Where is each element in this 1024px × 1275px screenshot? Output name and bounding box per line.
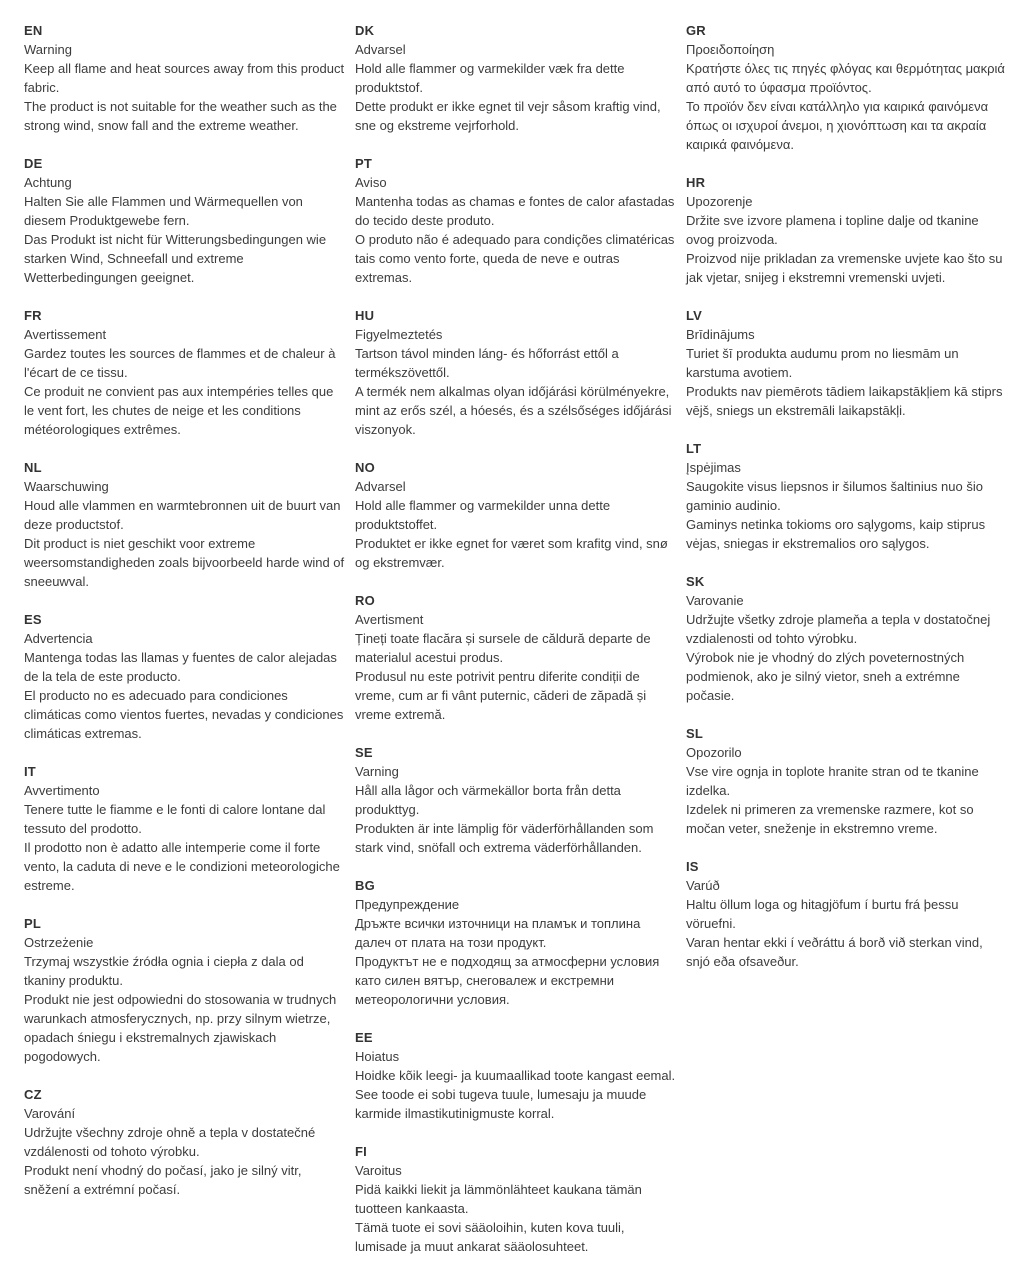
warning-paragraph: Il prodotto non è adatto alle intemperie come il forte vento, la caduta di neve e le condizioni meteorologiche estreme. — [24, 840, 340, 893]
language-section-fi — [355, 1142, 677, 1256]
language-code-heading: FR — [24, 308, 42, 323]
warning-paragraph: The product is not suitable for the weather such as the strong wind, snow fall and the extreme weather. — [24, 99, 337, 133]
warning-title: Advarsel — [355, 42, 406, 57]
language-code-heading: SL — [686, 726, 704, 741]
language-code-heading: NL — [24, 460, 42, 475]
warning-title: Figyelmeztetés — [355, 327, 443, 342]
language-code-heading: NO — [355, 460, 375, 475]
language-code-heading: DK — [355, 23, 375, 38]
warning-paragraph: Izdelek ni primeren za vremenske razmere, kot so močan veter, sneženje in ekstremno vreme. — [686, 802, 974, 836]
language-section-ee — [355, 1028, 677, 1123]
warning-title: Aviso — [355, 175, 387, 190]
language-section-pl — [24, 914, 346, 1066]
language-code-heading: FI — [355, 1144, 367, 1159]
language-section-se — [355, 743, 677, 857]
language-section-ro — [355, 591, 677, 724]
warning-paragraph: Dette produkt er ikke egnet til vejr såsom kraftig vind, sne og ekstreme vejrforhold. — [355, 99, 661, 133]
warning-title: Ostrzeżenie — [24, 935, 94, 950]
warning-column-1 — [24, 21, 346, 1275]
warning-paragraph: Дръжте всички източници на пламък и топлина далеч от плата на този продукт. — [355, 916, 641, 950]
warning-title: Įspėjimas — [686, 460, 741, 475]
language-section-is — [686, 857, 1008, 971]
warning-paragraph: Produsul nu este potrivit pentru diferite condiții de vreme, cum ar fi vânt puternic, căderi de zăpadă și vreme extremă. — [355, 669, 647, 722]
language-section-nl — [24, 458, 346, 591]
warning-title: Varúð — [686, 878, 720, 893]
language-section-hr — [686, 173, 1008, 287]
language-section-lt — [686, 439, 1008, 553]
language-section-lv — [686, 306, 1008, 420]
language-section-fr — [24, 306, 346, 439]
warning-paragraph: Haltu öllum loga og hitagjöfum í burtu frá þessu vöruefni. — [686, 897, 959, 931]
language-section-hu — [355, 306, 677, 439]
warning-title: Varování — [24, 1106, 76, 1121]
language-code-heading: RO — [355, 593, 375, 608]
warning-paragraph: Výrobok nie je vhodný do zlých poveternostných podmienok, ako je silný vietor, sneh a extrémne počasie. — [686, 650, 965, 703]
language-code-heading: LV — [686, 308, 703, 323]
language-code-heading: LT — [686, 441, 702, 456]
language-section-gr — [686, 21, 1008, 154]
warning-title: Предупреждение — [355, 897, 460, 912]
warning-paragraph: Keep all flame and heat sources away from this product fabric. — [24, 61, 345, 95]
language-section-sk — [686, 572, 1008, 705]
warning-paragraph: Halten Sie alle Flammen und Wärmequellen von diesem Produktgewebe fern. — [24, 194, 303, 228]
warning-paragraph: Țineți toate flacăra și sursele de căldură departe de materialul acestui produs. — [355, 631, 651, 665]
warning-title: Achtung — [24, 175, 72, 190]
warning-title: Upozorenje — [686, 194, 753, 209]
language-code-heading: HU — [355, 308, 375, 323]
warning-title: Varning — [355, 764, 399, 779]
warning-paragraph: Το προϊόν δεν είναι κατάλληλο για καιρικά φαινόμενα όπως οι ισχυροί άνεμοι, η χιονόπτωση και τα ακραία καιρικά φαινόμενα. — [686, 99, 989, 152]
warning-title: Advarsel — [355, 479, 406, 494]
warning-paragraph: Håll alla lågor och värmekällor borta från detta produkttyg. — [355, 783, 621, 817]
warning-column-3 — [686, 21, 1008, 1275]
warning-paragraph: A termék nem alkalmas olyan időjárási körülményekre, mint az erős szél, a hóesés, és a szélsőséges időjárási viszonyok. — [355, 384, 672, 437]
warning-paragraph: Proizvod nije prikladan za vremenske uvjete kao što su jak vjetar, snijeg i ekstremni vremenski uvjeti. — [686, 251, 1003, 285]
language-code-heading: CZ — [24, 1087, 42, 1102]
warning-paragraph: Trzymaj wszystkie źródła ognia i ciepła z dala od tkaniny produktu. — [24, 954, 304, 988]
warning-paragraph: Tämä tuote ei sovi sääoloihin, kuten kova tuuli, lumisade ja muut ankarat sääolosuhteet. — [355, 1220, 625, 1254]
warning-title: Advertencia — [24, 631, 93, 646]
language-code-heading: ES — [24, 612, 42, 627]
warning-title: Avertisment — [355, 612, 424, 627]
warning-paragraph: Produkts nav piemērots tādiem laikapstākļiem kā stiprs vējš, sniegs un ekstremāli laikapstākļi. — [686, 384, 1003, 418]
warning-paragraph: Saugokite visus liepsnos ir šilumos šaltinius nuo šio gaminio audinio. — [686, 479, 983, 513]
language-section-bg — [355, 876, 677, 1009]
warning-paragraph: Udržujte všechny zdroje ohně a tepla v dostatečné vzdálenosti od tohoto výrobku. — [24, 1125, 316, 1159]
language-code-heading: IT — [24, 764, 36, 779]
warning-paragraph: Hold alle flammer og varmekilder væk fra dette produktstof. — [355, 61, 625, 95]
warning-paragraph: Tartson távol minden láng- és hőforrást ettől a termékszövettől. — [355, 346, 619, 380]
warning-paragraph: Hoidke kõik leegi- ja kuumaallikad toote kangast eemal. — [355, 1068, 676, 1083]
warning-paragraph: O produto não é adequado para condições climatéricas tais como vento forte, queda de neve e outras extremas. — [355, 232, 675, 285]
language-section-cz — [24, 1085, 346, 1199]
language-code-heading: PL — [24, 916, 42, 931]
language-code-heading: SK — [686, 574, 705, 589]
language-section-dk — [355, 21, 677, 135]
warning-paragraph: See toode ei sobi tugeva tuule, lumesaju ja muude karmide ilmastikutinigmuste korral. — [355, 1087, 647, 1121]
warning-paragraph: Mantenga todas las llamas y fuentes de calor alejadas de la tela de este producto. — [24, 650, 337, 684]
language-code-heading: GR — [686, 23, 706, 38]
warning-paragraph: Produkt není vhodný do počasí, jako je silný vitr, sněžení a extrémní počasí. — [24, 1163, 302, 1197]
language-section-no — [355, 458, 677, 572]
warning-title: Προειδοποίηση — [686, 42, 775, 57]
warning-title: Waarschuwing — [24, 479, 109, 494]
language-section-es — [24, 610, 346, 743]
language-code-heading: SE — [355, 745, 373, 760]
warning-paragraph: Hold alle flammer og varmekilder unna dette produktstoffet. — [355, 498, 611, 532]
warning-paragraph: El producto no es adecuado para condiciones climáticas como vientos fuertes, nevadas y condiciones climáticas extremas. — [24, 688, 344, 741]
language-section-it — [24, 762, 346, 895]
language-section-en — [24, 21, 346, 135]
language-code-heading: IS — [686, 859, 699, 874]
language-code-heading: HR — [686, 175, 706, 190]
warning-paragraph: Udržujte všetky zdroje plameňa a tepla v dostatočnej vzdialenosti od tohto výrobku. — [686, 612, 991, 646]
warning-paragraph: Pidä kaikki liekit ja lämmönlähteet kaukana tämän tuotteen kankaasta. — [355, 1182, 642, 1216]
warning-title: Avvertimento — [24, 783, 100, 798]
language-code-heading: EE — [355, 1030, 373, 1045]
warning-title: Warning — [24, 42, 72, 57]
language-section-de — [24, 154, 346, 287]
warning-paragraph: Κρατήστε όλες τις πηγές φλόγας και θερμότητας μακριά από αυτό το ύφασμα προϊόντος. — [686, 61, 1005, 95]
warning-title: Varoitus — [355, 1163, 402, 1178]
warning-title: Varovanie — [686, 593, 744, 608]
warning-title: Brīdinājums — [686, 327, 755, 342]
warning-paragraph: Mantenha todas as chamas e fontes de calor afastadas do tecido deste produto. — [355, 194, 675, 228]
warning-paragraph: Produktet er ikke egnet for været som krafitg vind, snø og ekstremvær. — [355, 536, 668, 570]
warning-paragraph: Houd alle vlammen en warmtebronnen uit de buurt van deze productstof. — [24, 498, 341, 532]
warning-title: Hoiatus — [355, 1049, 400, 1064]
language-code-heading: BG — [355, 878, 375, 893]
warning-title: Opozorilo — [686, 745, 742, 760]
warning-paragraph: Dit product is niet geschikt voor extreme weersomstandigheden zoals bijvoorbeeld harde wind of sneeuwval. — [24, 536, 345, 589]
language-section-pt — [355, 154, 677, 287]
warning-title: Avertissement — [24, 327, 107, 342]
language-code-heading: DE — [24, 156, 43, 171]
warning-paragraph: Продуктът не е подходящ за атмосферни условия като силен вятър, снеговалеж и екстремни метеорологични условия. — [355, 954, 660, 1007]
language-code-heading: PT — [355, 156, 373, 171]
language-section-sl — [686, 724, 1008, 838]
warning-paragraph: Varan hentar ekki í veðráttu á borð við sterkan vind, snjó eða ofsaveður. — [686, 935, 983, 969]
warning-paragraph: Vse vire ognja in toplote hranite stran od te tkanine izdelka. — [686, 764, 979, 798]
warning-paragraph: Držite sve izvore plamena i topline dalje od tkanine ovog proizvoda. — [686, 213, 979, 247]
language-code-heading: EN — [24, 23, 43, 38]
warning-paragraph: Gardez toutes les sources de flammes et de chaleur à l'écart de ce tissu. — [24, 346, 336, 380]
warning-paragraph: Gaminys netinka tokioms oro sąlygoms, kaip stiprus vėjas, sniegas ir ekstremalios oro sąlygos. — [686, 517, 986, 551]
warning-paragraph: Turiet šī produkta audumu prom no liesmām un karstuma avotiem. — [686, 346, 959, 380]
warning-column-2 — [355, 21, 677, 1275]
warning-paragraph: Tenere tutte le fiamme e le fonti di calore lontane dal tessuto del prodotto. — [24, 802, 326, 836]
warning-paragraph: Ce produit ne convient pas aux intempéries telles que le vent fort, les chutes de neige et les conditions météorologiques extrêmes. — [24, 384, 334, 437]
warning-paragraph: Das Produkt ist nicht für Witterungsbedingungen wie starken Wind, Schneefall und extreme Wetterbedingungen geeignet. — [24, 232, 327, 285]
warning-paragraph: Produkten är inte lämplig för väderförhållanden som stark vind, snöfall och extrema väderförhållanden. — [355, 821, 654, 855]
warning-paragraph: Produkt nie jest odpowiedni do stosowania w trudnych warunkach atmosferycznych, np. przy silnym wietrze, opadach śniegu i ekstremalnych zjawiskach pogodowych. — [24, 992, 337, 1064]
